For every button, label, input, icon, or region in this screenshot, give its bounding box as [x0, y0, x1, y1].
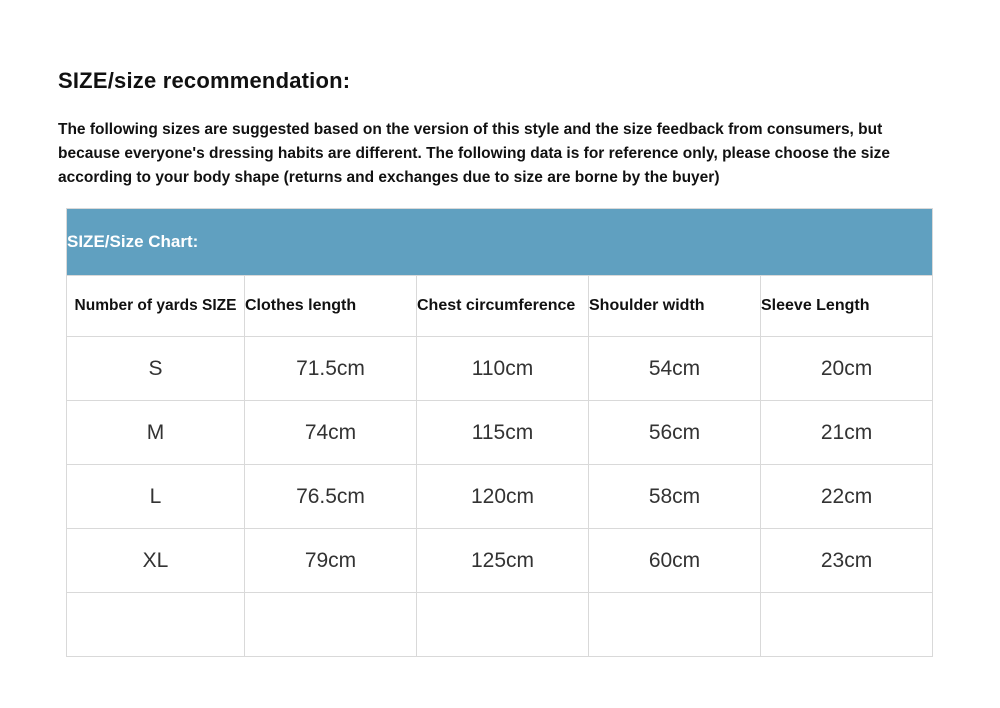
- cell-size: L: [67, 465, 245, 529]
- cell-clothes-length: 76.5cm: [245, 465, 417, 529]
- cell-size: S: [67, 337, 245, 401]
- cell-size: M: [67, 401, 245, 465]
- cell-shoulder-width: 54cm: [589, 337, 761, 401]
- cell-chest-circumference: [417, 593, 589, 657]
- cell-sleeve-length: 22cm: [761, 465, 933, 529]
- table-row: [67, 529, 933, 593]
- cell-chest-circumference: 125cm: [417, 529, 589, 593]
- chart-caption-row: [67, 209, 933, 276]
- cell-chest-circumference: 115cm: [417, 401, 589, 465]
- cell-shoulder-width: 58cm: [589, 465, 761, 529]
- table-row: [67, 593, 933, 657]
- table-row: [67, 337, 933, 401]
- size-table-container: [66, 208, 932, 657]
- cell-shoulder-width: 56cm: [589, 401, 761, 465]
- cell-clothes-length: 71.5cm: [245, 337, 417, 401]
- column-header-chest-circumference: Chest circumference: [417, 276, 589, 337]
- cell-size: XL: [67, 529, 245, 593]
- cell-clothes-length: 74cm: [245, 401, 417, 465]
- column-header-sleeve-length: Sleeve Length: [761, 276, 933, 337]
- cell-clothes-length: 79cm: [245, 529, 417, 593]
- column-header-clothes-length: Clothes length: [245, 276, 417, 337]
- cell-shoulder-width: [589, 593, 761, 657]
- table-row: [67, 401, 933, 465]
- page-title: SIZE/size recommendation:: [58, 68, 351, 93]
- cell-sleeve-length: 20cm: [761, 337, 933, 401]
- cell-sleeve-length: [761, 593, 933, 657]
- chart-caption: SIZE/Size Chart:: [67, 209, 933, 276]
- cell-shoulder-width: 60cm: [589, 529, 761, 593]
- size-table: [66, 208, 933, 657]
- cell-clothes-length: [245, 593, 417, 657]
- column-header-size: Number of yards SIZE: [67, 276, 245, 337]
- cell-sleeve-length: 23cm: [761, 529, 933, 593]
- cell-chest-circumference: 110cm: [417, 337, 589, 401]
- table-header-row: [67, 276, 933, 337]
- column-header-shoulder-width: Shoulder width: [589, 276, 761, 337]
- cell-chest-circumference: 120cm: [417, 465, 589, 529]
- table-row: [67, 465, 933, 529]
- cell-size: [67, 593, 245, 657]
- intro-paragraph: The following sizes are suggested based on the version of this style and the size feedback from consumers, but because everyone's dressing habits are different. The following data is for reference only, please choose the size according to your body shape (returns and exchanges due to size are borne by the buyer): [58, 121, 891, 187]
- cell-sleeve-length: 21cm: [761, 401, 933, 465]
